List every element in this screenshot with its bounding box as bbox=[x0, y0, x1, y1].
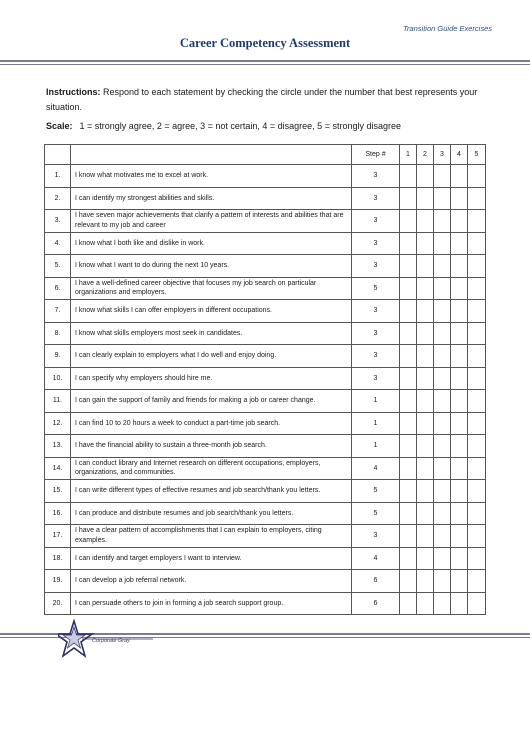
rating-cell-2[interactable] bbox=[417, 300, 434, 323]
row-statement: I can conduct library and Internet research on different occupations, employers, organizations, and communities. bbox=[71, 457, 352, 480]
row-statement: I can gain the support of family and friends for making a job or career change. bbox=[71, 390, 352, 413]
rating-cell-3[interactable] bbox=[434, 322, 451, 345]
rating-cell-5[interactable] bbox=[468, 255, 486, 278]
instructions-label: Instructions: bbox=[46, 87, 101, 97]
row-statement: I know what skills employers most seek in candidates. bbox=[71, 322, 352, 345]
header-scale-1: 1 bbox=[400, 145, 417, 165]
rating-cell-2[interactable] bbox=[417, 570, 434, 593]
row-step: 3 bbox=[352, 345, 400, 368]
rating-cell-3[interactable] bbox=[434, 255, 451, 278]
rating-cell-5[interactable] bbox=[468, 502, 486, 525]
row-statement: I know what skills I can offer employers in different occupations. bbox=[71, 300, 352, 323]
row-statement: I can persuade others to join in forming a job search support group. bbox=[71, 592, 352, 615]
rating-cell-5[interactable] bbox=[468, 412, 486, 435]
rating-cell-5[interactable] bbox=[468, 547, 486, 570]
table-row bbox=[45, 232, 486, 255]
table-row bbox=[45, 390, 486, 413]
rating-cell-3[interactable] bbox=[434, 232, 451, 255]
row-statement: I know what I want to do during the next 10 years. bbox=[71, 255, 352, 278]
rating-cell-4[interactable] bbox=[451, 412, 468, 435]
table-row bbox=[45, 345, 486, 368]
header-scale-3: 3 bbox=[434, 145, 451, 165]
row-number: 7. bbox=[45, 300, 71, 323]
row-number: 4. bbox=[45, 232, 71, 255]
rating-cell-4[interactable] bbox=[451, 592, 468, 615]
rating-cell-1[interactable] bbox=[400, 232, 417, 255]
row-step: 6 bbox=[352, 570, 400, 593]
table-row bbox=[45, 300, 486, 323]
rating-cell-4[interactable] bbox=[451, 210, 468, 233]
row-number: 14. bbox=[45, 457, 71, 480]
rating-cell-3[interactable] bbox=[434, 502, 451, 525]
row-number: 16. bbox=[45, 502, 71, 525]
rating-cell-1[interactable] bbox=[400, 547, 417, 570]
rating-cell-2[interactable] bbox=[417, 277, 434, 300]
table-row bbox=[45, 412, 486, 435]
row-number: 13. bbox=[45, 435, 71, 458]
rating-cell-5[interactable] bbox=[468, 322, 486, 345]
rating-cell-4[interactable] bbox=[451, 502, 468, 525]
rating-cell-1[interactable] bbox=[400, 277, 417, 300]
rating-cell-1[interactable] bbox=[400, 367, 417, 390]
rating-cell-4[interactable] bbox=[451, 435, 468, 458]
row-statement: I have a clear pattern of accomplishments that I can explain to employers, citing examples. bbox=[71, 525, 352, 548]
row-statement: I have a well-defined career objective that focuses my job search on particular organizations and employers. bbox=[71, 277, 352, 300]
rating-cell-1[interactable] bbox=[400, 165, 417, 188]
row-number: 11. bbox=[45, 390, 71, 413]
table-row bbox=[45, 570, 486, 593]
rating-cell-1[interactable] bbox=[400, 412, 417, 435]
row-step: 4 bbox=[352, 547, 400, 570]
rating-cell-4[interactable] bbox=[451, 525, 468, 548]
rating-cell-2[interactable] bbox=[417, 502, 434, 525]
row-step: 3 bbox=[352, 232, 400, 255]
rating-cell-5[interactable] bbox=[468, 390, 486, 413]
header-scale-5: 5 bbox=[468, 145, 486, 165]
table-row bbox=[45, 592, 486, 615]
scale-text: 1 = strongly agree, 2 = agree, 3 = not certain, 4 = disagree, 5 = strongly disagree bbox=[79, 121, 401, 131]
table-row bbox=[45, 480, 486, 503]
table-row bbox=[45, 322, 486, 345]
row-statement: I know what motivates me to excel at work. bbox=[71, 165, 352, 188]
table-row bbox=[45, 165, 486, 188]
rating-cell-2[interactable] bbox=[417, 367, 434, 390]
row-step: 3 bbox=[352, 210, 400, 233]
rating-cell-5[interactable] bbox=[468, 367, 486, 390]
rating-cell-1[interactable] bbox=[400, 435, 417, 458]
row-step: 3 bbox=[352, 300, 400, 323]
rating-cell-3[interactable] bbox=[434, 300, 451, 323]
rating-cell-5[interactable] bbox=[468, 210, 486, 233]
table-row bbox=[45, 255, 486, 278]
rating-cell-3[interactable] bbox=[434, 525, 451, 548]
row-statement: I have the financial ability to sustain a three-month job search. bbox=[71, 435, 352, 458]
rating-cell-4[interactable] bbox=[451, 345, 468, 368]
row-statement: I can write different types of effective resumes and job search/thank you letters. bbox=[71, 480, 352, 503]
rating-cell-3[interactable] bbox=[434, 435, 451, 458]
row-step: 5 bbox=[352, 277, 400, 300]
row-number: 10. bbox=[45, 367, 71, 390]
rating-cell-5[interactable] bbox=[468, 592, 486, 615]
rating-cell-4[interactable] bbox=[451, 187, 468, 210]
row-step: 3 bbox=[352, 255, 400, 278]
rating-cell-2[interactable] bbox=[417, 345, 434, 368]
rating-cell-1[interactable] bbox=[400, 502, 417, 525]
rating-cell-3[interactable] bbox=[434, 592, 451, 615]
rating-cell-2[interactable] bbox=[417, 232, 434, 255]
rating-cell-1[interactable] bbox=[400, 480, 417, 503]
rating-cell-1[interactable] bbox=[400, 322, 417, 345]
row-step: 6 bbox=[352, 592, 400, 615]
rating-cell-2[interactable] bbox=[417, 547, 434, 570]
header-scale-2: 2 bbox=[417, 145, 434, 165]
rating-cell-3[interactable] bbox=[434, 570, 451, 593]
rating-cell-1[interactable] bbox=[400, 457, 417, 480]
rating-cell-5[interactable] bbox=[468, 165, 486, 188]
row-step: 5 bbox=[352, 480, 400, 503]
rating-cell-2[interactable] bbox=[417, 480, 434, 503]
logo-text: Corporate Gray bbox=[92, 638, 130, 644]
rating-cell-3[interactable] bbox=[434, 345, 451, 368]
row-number: 8. bbox=[45, 322, 71, 345]
row-statement: I can produce and distribute resumes and job search/thank you letters. bbox=[71, 502, 352, 525]
rating-cell-1[interactable] bbox=[400, 187, 417, 210]
row-step: 1 bbox=[352, 390, 400, 413]
instructions bbox=[46, 85, 486, 115]
table-row bbox=[45, 187, 486, 210]
table-row bbox=[45, 367, 486, 390]
row-number: 6. bbox=[45, 277, 71, 300]
rating-cell-1[interactable] bbox=[400, 525, 417, 548]
row-statement: I can identify and target employers I want to interview. bbox=[71, 547, 352, 570]
rating-cell-1[interactable] bbox=[400, 345, 417, 368]
row-statement: I can clearly explain to employers what I do well and enjoy doing. bbox=[71, 345, 352, 368]
rating-cell-4[interactable] bbox=[451, 367, 468, 390]
rating-cell-5[interactable] bbox=[468, 277, 486, 300]
assessment-table bbox=[44, 144, 486, 615]
row-step: 3 bbox=[352, 187, 400, 210]
row-statement: I can develop a job referral network. bbox=[71, 570, 352, 593]
rating-cell-1[interactable] bbox=[400, 255, 417, 278]
row-step: 1 bbox=[352, 412, 400, 435]
row-step: 1 bbox=[352, 435, 400, 458]
rating-cell-4[interactable] bbox=[451, 277, 468, 300]
rating-cell-5[interactable] bbox=[468, 457, 486, 480]
rating-cell-3[interactable] bbox=[434, 412, 451, 435]
rating-cell-1[interactable] bbox=[400, 300, 417, 323]
header-scale-4: 4 bbox=[451, 145, 468, 165]
row-number: 9. bbox=[45, 345, 71, 368]
rating-cell-3[interactable] bbox=[434, 457, 451, 480]
rating-cell-5[interactable] bbox=[468, 435, 486, 458]
row-number: 12. bbox=[45, 412, 71, 435]
row-step: 3 bbox=[352, 322, 400, 345]
row-step: 3 bbox=[352, 525, 400, 548]
rating-cell-3[interactable] bbox=[434, 277, 451, 300]
rating-cell-1[interactable] bbox=[400, 570, 417, 593]
rating-cell-4[interactable] bbox=[451, 390, 468, 413]
rating-cell-4[interactable] bbox=[451, 570, 468, 593]
row-number: 5. bbox=[45, 255, 71, 278]
header-divider bbox=[0, 60, 530, 65]
row-statement: I know what I both like and dislike in work. bbox=[71, 232, 352, 255]
rating-cell-2[interactable] bbox=[417, 322, 434, 345]
header-cell-blank bbox=[45, 145, 71, 165]
rating-cell-2[interactable] bbox=[417, 412, 434, 435]
row-number: 20. bbox=[45, 592, 71, 615]
rating-cell-2[interactable] bbox=[417, 165, 434, 188]
table-row bbox=[45, 547, 486, 570]
rating-cell-4[interactable] bbox=[451, 255, 468, 278]
table-row bbox=[45, 457, 486, 480]
rating-cell-1[interactable] bbox=[400, 390, 417, 413]
rating-cell-3[interactable] bbox=[434, 390, 451, 413]
row-number: 17. bbox=[45, 525, 71, 548]
rating-cell-5[interactable] bbox=[468, 570, 486, 593]
row-number: 15. bbox=[45, 480, 71, 503]
scale-label: Scale: bbox=[46, 121, 73, 131]
row-statement: I can find 10 to 20 hours a week to conduct a part-time job search. bbox=[71, 412, 352, 435]
table-row bbox=[45, 277, 486, 300]
rating-cell-3[interactable] bbox=[434, 480, 451, 503]
rating-cell-4[interactable] bbox=[451, 232, 468, 255]
rating-cell-2[interactable] bbox=[417, 390, 434, 413]
rating-cell-5[interactable] bbox=[468, 232, 486, 255]
rating-cell-5[interactable] bbox=[468, 480, 486, 503]
row-statement: I can specify why employers should hire me. bbox=[71, 367, 352, 390]
row-number: 3. bbox=[45, 210, 71, 233]
rating-cell-2[interactable] bbox=[417, 210, 434, 233]
rating-cell-3[interactable] bbox=[434, 367, 451, 390]
table-row bbox=[45, 525, 486, 548]
rating-cell-5[interactable] bbox=[468, 187, 486, 210]
row-statement: I have seven major achievements that clarify a pattern of interests and abilities that are relevant to my job and career bbox=[71, 210, 352, 233]
rating-cell-3[interactable] bbox=[434, 165, 451, 188]
rating-cell-2[interactable] bbox=[417, 187, 434, 210]
row-number: 19. bbox=[45, 570, 71, 593]
rating-cell-5[interactable] bbox=[468, 525, 486, 548]
rating-cell-3[interactable] bbox=[434, 187, 451, 210]
row-number: 1. bbox=[45, 165, 71, 188]
row-step: 3 bbox=[352, 165, 400, 188]
row-number: 2. bbox=[45, 187, 71, 210]
rating-cell-4[interactable] bbox=[451, 300, 468, 323]
rating-cell-5[interactable] bbox=[468, 345, 486, 368]
header-cell-blank bbox=[71, 145, 352, 165]
row-number: 18. bbox=[45, 547, 71, 570]
rating-cell-2[interactable] bbox=[417, 525, 434, 548]
rating-cell-1[interactable] bbox=[400, 210, 417, 233]
header-note: Transition Guide Exercises bbox=[402, 24, 492, 33]
header-step: Step # bbox=[352, 145, 400, 165]
rating-cell-4[interactable] bbox=[451, 480, 468, 503]
table-row bbox=[45, 435, 486, 458]
table-row bbox=[45, 210, 486, 233]
rating-cell-3[interactable] bbox=[434, 210, 451, 233]
page-title: Career Competency Assessment bbox=[179, 36, 351, 50]
rating-cell-1[interactable] bbox=[400, 592, 417, 615]
rating-cell-4[interactable] bbox=[451, 457, 468, 480]
row-step: 4 bbox=[352, 457, 400, 480]
row-statement: I can identify my strongest abilities and skills. bbox=[71, 187, 352, 210]
rating-cell-3[interactable] bbox=[434, 547, 451, 570]
scale bbox=[46, 121, 401, 131]
instructions-text: Respond to each statement by checking the circle under the number that best represents your situation. bbox=[46, 87, 478, 112]
rating-cell-2[interactable] bbox=[417, 435, 434, 458]
table-row bbox=[45, 502, 486, 525]
rating-cell-2[interactable] bbox=[417, 255, 434, 278]
rating-cell-2[interactable] bbox=[417, 457, 434, 480]
rating-cell-5[interactable] bbox=[468, 300, 486, 323]
rating-cell-4[interactable] bbox=[451, 547, 468, 570]
rating-cell-2[interactable] bbox=[417, 592, 434, 615]
row-step: 3 bbox=[352, 367, 400, 390]
table-header-row bbox=[45, 145, 486, 165]
row-step: 5 bbox=[352, 502, 400, 525]
rating-cell-4[interactable] bbox=[451, 165, 468, 188]
rating-cell-4[interactable] bbox=[451, 322, 468, 345]
